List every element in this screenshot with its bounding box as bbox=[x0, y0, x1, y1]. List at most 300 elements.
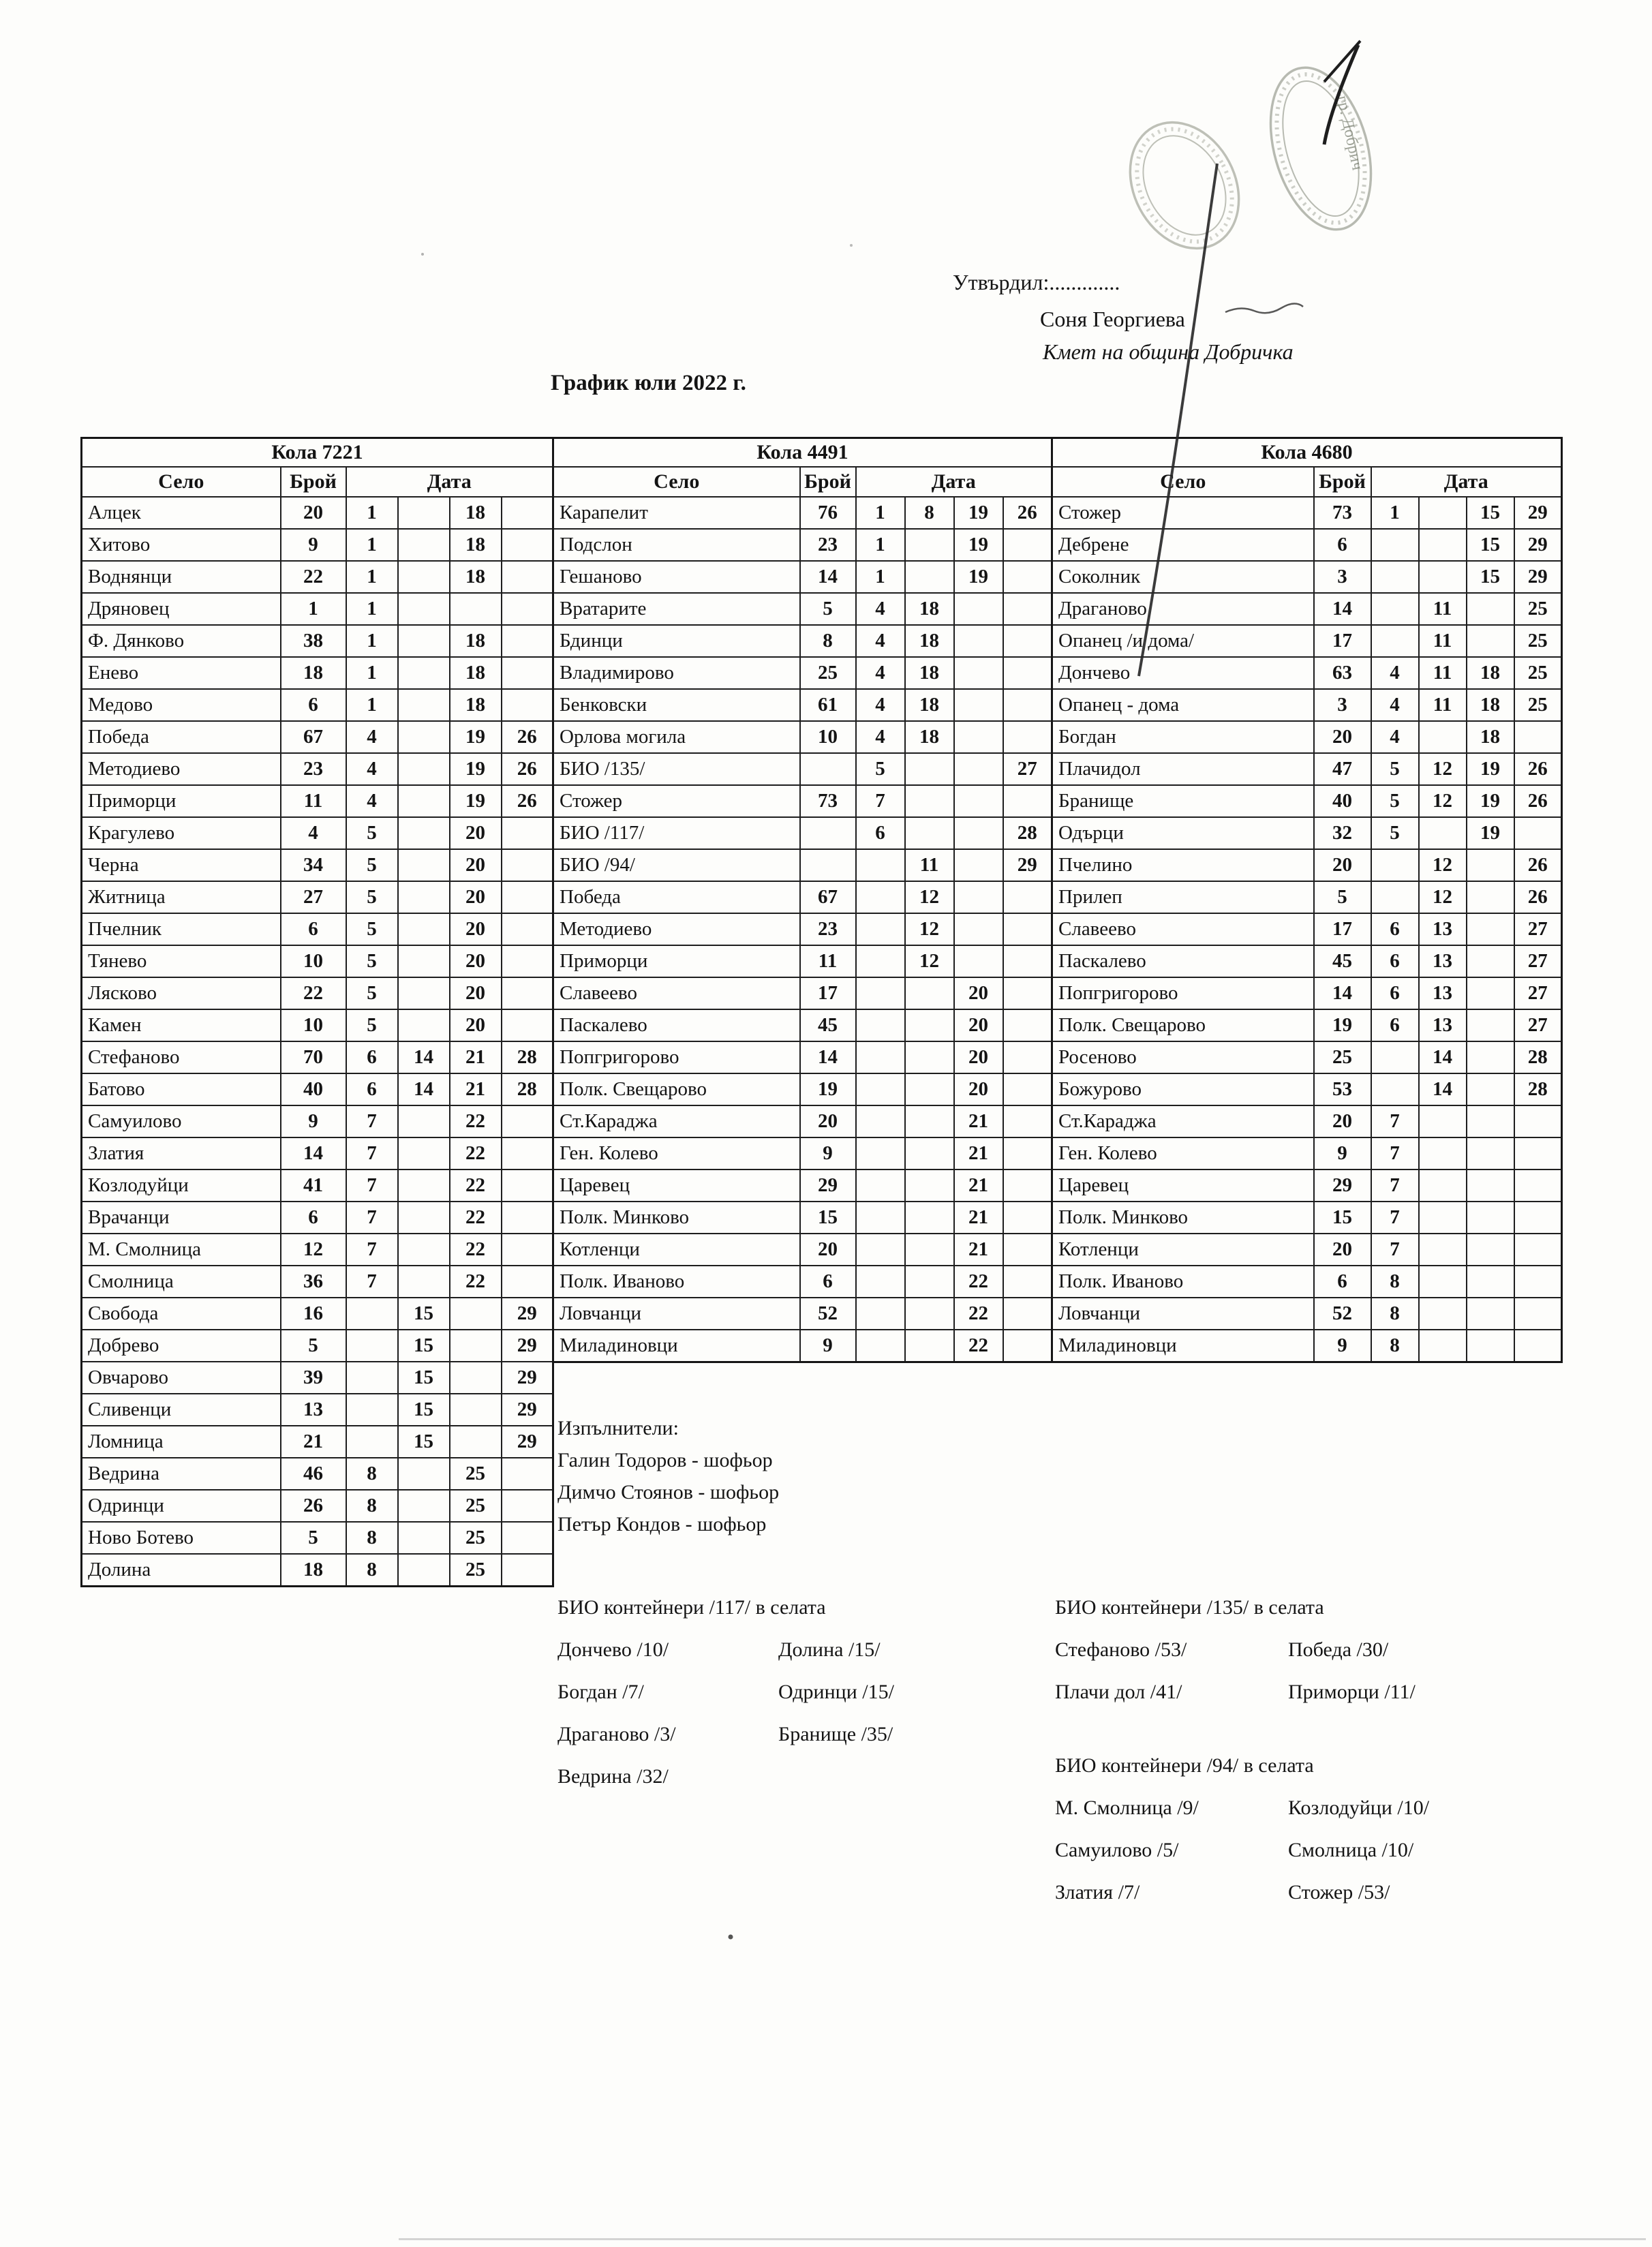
bio-village-entry: М. Смолница /9/ bbox=[1055, 1797, 1199, 1819]
count-cell: 29 bbox=[1314, 1170, 1371, 1202]
date-cell bbox=[1419, 721, 1467, 753]
village-cell: Победа bbox=[82, 721, 281, 753]
table-row bbox=[82, 977, 553, 1009]
date-cell bbox=[1003, 881, 1052, 913]
date-cell bbox=[905, 1298, 954, 1330]
date-cell: 18 bbox=[1467, 689, 1514, 721]
date-cell bbox=[1467, 1202, 1514, 1234]
date-cell: 20 bbox=[954, 1073, 1003, 1105]
date-cell: 6 bbox=[1371, 1009, 1419, 1041]
village-cell: Свобода bbox=[82, 1298, 281, 1330]
count-cell: 67 bbox=[800, 881, 856, 913]
table-row bbox=[82, 1330, 553, 1362]
table-row bbox=[82, 1137, 553, 1170]
date-cell bbox=[398, 1170, 450, 1202]
date-cell: 20 bbox=[450, 849, 502, 881]
table-row bbox=[82, 1362, 553, 1394]
date-cell bbox=[502, 689, 553, 721]
village-cell: Ст.Караджа bbox=[1052, 1105, 1314, 1137]
count-cell: 10 bbox=[281, 1009, 346, 1041]
table-row bbox=[82, 497, 553, 529]
village-cell: Котленци bbox=[1052, 1234, 1314, 1266]
date-cell bbox=[905, 753, 954, 785]
count-cell: 40 bbox=[1314, 785, 1371, 817]
date-cell: 19 bbox=[954, 529, 1003, 561]
date-cell: 8 bbox=[346, 1522, 398, 1554]
count-cell: 23 bbox=[800, 913, 856, 945]
village-cell: Воднянци bbox=[82, 561, 281, 593]
table-row bbox=[553, 1105, 1052, 1137]
date-cell bbox=[856, 1041, 905, 1073]
date-cell bbox=[1419, 1137, 1467, 1170]
date-cell bbox=[502, 1554, 553, 1586]
village-cell: Одринци bbox=[82, 1490, 281, 1522]
date-cell bbox=[1419, 1330, 1467, 1362]
date-cell: 14 bbox=[398, 1041, 450, 1073]
date-cell: 28 bbox=[1514, 1041, 1562, 1073]
date-cell bbox=[398, 753, 450, 785]
date-cell bbox=[398, 657, 450, 689]
count-cell: 20 bbox=[800, 1234, 856, 1266]
date-cell bbox=[905, 561, 954, 593]
date-cell bbox=[1371, 625, 1419, 657]
count-cell bbox=[800, 753, 856, 785]
date-cell: 7 bbox=[346, 1266, 398, 1298]
table-row bbox=[82, 529, 553, 561]
date-cell: 15 bbox=[1467, 497, 1514, 529]
village-cell: Вратарите bbox=[553, 593, 800, 625]
date-cell bbox=[954, 785, 1003, 817]
date-cell: 26 bbox=[1514, 753, 1562, 785]
table-row bbox=[1052, 945, 1562, 977]
date-cell bbox=[502, 817, 553, 849]
date-cell bbox=[856, 913, 905, 945]
table-row bbox=[553, 1073, 1052, 1105]
village-cell: Одърци bbox=[1052, 817, 1314, 849]
table-row bbox=[82, 1073, 553, 1105]
date-cell bbox=[1003, 1298, 1052, 1330]
bio-village-entry: Приморци /11/ bbox=[1288, 1681, 1416, 1703]
approver-role: Кмет на община Добричка bbox=[1043, 339, 1294, 364]
date-cell: 14 bbox=[1419, 1073, 1467, 1105]
date-cell bbox=[450, 1426, 502, 1458]
village-cell: Славеево bbox=[1052, 913, 1314, 945]
date-cell: 7 bbox=[346, 1234, 398, 1266]
date-cell: 19 bbox=[1467, 817, 1514, 849]
table-row bbox=[82, 849, 553, 881]
date-cell bbox=[905, 1170, 954, 1202]
count-cell: 22 bbox=[281, 977, 346, 1009]
date-cell: 21 bbox=[954, 1105, 1003, 1137]
bio-village-entry: Победа /30/ bbox=[1288, 1638, 1389, 1661]
table-row bbox=[553, 497, 1052, 529]
date-cell bbox=[346, 1362, 398, 1394]
count-cell: 17 bbox=[1314, 913, 1371, 945]
date-cell: 20 bbox=[450, 881, 502, 913]
date-cell bbox=[1467, 1105, 1514, 1137]
count-cell: 25 bbox=[800, 657, 856, 689]
table-row bbox=[1052, 721, 1562, 753]
date-cell: 27 bbox=[1514, 977, 1562, 1009]
date-cell: 11 bbox=[1419, 657, 1467, 689]
count-cell: 39 bbox=[281, 1362, 346, 1394]
village-cell: Миладиновци bbox=[1052, 1330, 1314, 1362]
date-cell bbox=[398, 913, 450, 945]
date-cell bbox=[450, 593, 502, 625]
date-cell bbox=[856, 977, 905, 1009]
table-row bbox=[82, 1522, 553, 1554]
date-cell bbox=[502, 977, 553, 1009]
count-cell: 6 bbox=[281, 1202, 346, 1234]
village-cell: Подслон bbox=[553, 529, 800, 561]
date-cell bbox=[1371, 881, 1419, 913]
table-row bbox=[553, 1137, 1052, 1170]
date-cell bbox=[502, 657, 553, 689]
date-cell: 1 bbox=[346, 657, 398, 689]
table-row bbox=[82, 817, 553, 849]
date-cell bbox=[346, 1330, 398, 1362]
date-cell bbox=[905, 785, 954, 817]
village-cell: Енево bbox=[82, 657, 281, 689]
date-cell bbox=[1467, 1234, 1514, 1266]
village-cell: Гешаново bbox=[553, 561, 800, 593]
count-cell: 46 bbox=[281, 1458, 346, 1490]
date-cell bbox=[1003, 689, 1052, 721]
date-cell: 5 bbox=[346, 977, 398, 1009]
village-cell: Опанец /и дома/ bbox=[1052, 625, 1314, 657]
car-title: Кола 4491 bbox=[553, 438, 1052, 468]
table-row bbox=[553, 1170, 1052, 1202]
date-cell bbox=[346, 1394, 398, 1426]
village-cell: Полк. Минково bbox=[1052, 1202, 1314, 1234]
date-cell: 21 bbox=[954, 1170, 1003, 1202]
bio-village-entry bbox=[778, 1756, 1024, 1798]
village-cell: Миладиновци bbox=[553, 1330, 800, 1362]
village-cell: Долина bbox=[82, 1554, 281, 1586]
executors-block bbox=[557, 1412, 779, 1540]
date-cell bbox=[398, 1458, 450, 1490]
header-date: Дата bbox=[856, 467, 1052, 497]
date-cell bbox=[1371, 561, 1419, 593]
table-row bbox=[82, 561, 553, 593]
date-cell: 6 bbox=[346, 1073, 398, 1105]
table-row bbox=[82, 1298, 553, 1330]
date-cell: 4 bbox=[346, 785, 398, 817]
bio-section-94 bbox=[1055, 1745, 1533, 1914]
date-cell bbox=[398, 1137, 450, 1170]
date-cell bbox=[1467, 1137, 1514, 1170]
date-cell bbox=[1467, 1073, 1514, 1105]
date-cell: 15 bbox=[1467, 561, 1514, 593]
table-row bbox=[82, 1041, 553, 1073]
date-cell bbox=[450, 1298, 502, 1330]
table-row bbox=[553, 1234, 1052, 1266]
date-cell bbox=[502, 1490, 553, 1522]
date-cell bbox=[905, 1073, 954, 1105]
village-cell: Камен bbox=[82, 1009, 281, 1041]
date-cell: 7 bbox=[346, 1137, 398, 1170]
date-cell bbox=[346, 1426, 398, 1458]
date-cell: 12 bbox=[905, 881, 954, 913]
count-cell: 11 bbox=[800, 945, 856, 977]
village-cell: Бранище bbox=[1052, 785, 1314, 817]
date-cell: 4 bbox=[856, 721, 905, 753]
date-cell: 18 bbox=[1467, 657, 1514, 689]
date-cell: 29 bbox=[502, 1394, 553, 1426]
date-cell: 25 bbox=[1514, 657, 1562, 689]
count-cell: 9 bbox=[1314, 1330, 1371, 1362]
village-cell: Добрево bbox=[82, 1330, 281, 1362]
date-cell: 11 bbox=[905, 849, 954, 881]
date-cell bbox=[905, 1009, 954, 1041]
village-cell: Драганово bbox=[1052, 593, 1314, 625]
date-cell bbox=[1467, 593, 1514, 625]
count-cell: 20 bbox=[1314, 1105, 1371, 1137]
date-cell bbox=[1514, 1105, 1562, 1137]
date-cell: 21 bbox=[954, 1202, 1003, 1234]
count-cell: 11 bbox=[281, 785, 346, 817]
date-cell: 8 bbox=[1371, 1330, 1419, 1362]
table-row bbox=[1052, 1234, 1562, 1266]
village-cell: Врачанци bbox=[82, 1202, 281, 1234]
date-cell: 25 bbox=[450, 1522, 502, 1554]
count-cell: 47 bbox=[1314, 753, 1371, 785]
table-row bbox=[82, 1202, 553, 1234]
date-cell: 15 bbox=[398, 1394, 450, 1426]
date-cell bbox=[398, 977, 450, 1009]
date-cell bbox=[1467, 1330, 1514, 1362]
village-cell: Ф. Дянково bbox=[82, 625, 281, 657]
table-row bbox=[1052, 753, 1562, 785]
table-row bbox=[1052, 1137, 1562, 1170]
date-cell bbox=[502, 1170, 553, 1202]
date-cell bbox=[856, 1202, 905, 1234]
date-cell: 27 bbox=[1514, 945, 1562, 977]
table-row bbox=[1052, 1073, 1562, 1105]
count-cell: 67 bbox=[281, 721, 346, 753]
date-cell bbox=[398, 1266, 450, 1298]
date-cell bbox=[1467, 881, 1514, 913]
count-cell: 9 bbox=[800, 1330, 856, 1362]
date-cell: 1 bbox=[856, 529, 905, 561]
date-cell: 22 bbox=[450, 1266, 502, 1298]
date-cell: 15 bbox=[398, 1362, 450, 1394]
date-cell: 4 bbox=[856, 625, 905, 657]
count-cell: 5 bbox=[281, 1522, 346, 1554]
date-cell: 28 bbox=[1514, 1073, 1562, 1105]
date-cell bbox=[1467, 849, 1514, 881]
date-cell: 7 bbox=[1371, 1202, 1419, 1234]
count-cell: 9 bbox=[281, 1105, 346, 1137]
village-cell: Ловчанци bbox=[553, 1298, 800, 1330]
date-cell: 25 bbox=[450, 1554, 502, 1586]
date-cell bbox=[450, 1330, 502, 1362]
date-cell bbox=[954, 593, 1003, 625]
date-cell bbox=[954, 657, 1003, 689]
date-cell: 1 bbox=[346, 497, 398, 529]
table-row bbox=[82, 1009, 553, 1041]
table-row bbox=[553, 657, 1052, 689]
village-cell: Методиево bbox=[82, 753, 281, 785]
date-cell: 18 bbox=[1467, 721, 1514, 753]
date-cell: 11 bbox=[1419, 689, 1467, 721]
date-cell bbox=[398, 945, 450, 977]
date-cell bbox=[398, 1202, 450, 1234]
date-cell: 20 bbox=[450, 977, 502, 1009]
date-cell bbox=[502, 1266, 553, 1298]
date-cell bbox=[1467, 945, 1514, 977]
date-cell: 8 bbox=[346, 1458, 398, 1490]
bio-village-entry: Драганово /3/ bbox=[557, 1723, 676, 1745]
header-count: Брой bbox=[1314, 467, 1371, 497]
date-cell bbox=[502, 625, 553, 657]
table-row bbox=[82, 1426, 553, 1458]
count-cell: 3 bbox=[1314, 561, 1371, 593]
count-cell: 36 bbox=[281, 1266, 346, 1298]
date-cell: 1 bbox=[346, 593, 398, 625]
count-cell: 27 bbox=[281, 881, 346, 913]
village-cell: Карапелит bbox=[553, 497, 800, 529]
date-cell: 25 bbox=[1514, 689, 1562, 721]
village-cell: Бдинци bbox=[553, 625, 800, 657]
date-cell bbox=[1003, 1234, 1052, 1266]
bio-village-list bbox=[1055, 1787, 1533, 1914]
date-cell bbox=[1514, 1234, 1562, 1266]
table-row bbox=[82, 1266, 553, 1298]
date-cell: 28 bbox=[502, 1041, 553, 1073]
table-row bbox=[82, 945, 553, 977]
date-cell: 26 bbox=[1514, 849, 1562, 881]
count-cell: 9 bbox=[281, 529, 346, 561]
date-cell bbox=[346, 1298, 398, 1330]
table-row bbox=[1052, 881, 1562, 913]
date-cell bbox=[1003, 1009, 1052, 1041]
date-cell: 26 bbox=[1514, 785, 1562, 817]
count-cell: 14 bbox=[281, 1137, 346, 1170]
count-cell: 34 bbox=[281, 849, 346, 881]
count-cell: 19 bbox=[800, 1073, 856, 1105]
date-cell: 29 bbox=[502, 1362, 553, 1394]
date-cell: 27 bbox=[1514, 913, 1562, 945]
village-cell: Котленци bbox=[553, 1234, 800, 1266]
header-date: Дата bbox=[346, 467, 553, 497]
date-cell: 8 bbox=[346, 1554, 398, 1586]
count-cell: 6 bbox=[800, 1266, 856, 1298]
village-cell: БИО /117/ bbox=[553, 817, 800, 849]
count-cell: 9 bbox=[800, 1137, 856, 1170]
count-cell: 8 bbox=[800, 625, 856, 657]
count-cell: 15 bbox=[1314, 1202, 1371, 1234]
date-cell bbox=[502, 1137, 553, 1170]
date-cell: 20 bbox=[450, 817, 502, 849]
table-row bbox=[1052, 1202, 1562, 1234]
date-cell bbox=[1003, 1266, 1052, 1298]
date-cell bbox=[1419, 1266, 1467, 1298]
date-cell bbox=[1514, 1266, 1562, 1298]
table-row bbox=[82, 1170, 553, 1202]
table-row bbox=[553, 1009, 1052, 1041]
table-row bbox=[82, 1490, 553, 1522]
count-cell: 76 bbox=[800, 497, 856, 529]
date-cell bbox=[1371, 849, 1419, 881]
bio-village-entry: Дончево /10/ bbox=[557, 1638, 669, 1661]
date-cell bbox=[1419, 497, 1467, 529]
count-cell: 14 bbox=[800, 561, 856, 593]
count-cell: 63 bbox=[1314, 657, 1371, 689]
date-cell bbox=[856, 1073, 905, 1105]
date-cell: 19 bbox=[1467, 753, 1514, 785]
date-cell: 29 bbox=[502, 1330, 553, 1362]
table-row bbox=[553, 1041, 1052, 1073]
date-cell bbox=[856, 881, 905, 913]
date-cell bbox=[1467, 1041, 1514, 1073]
approver-name: Соня Георгиева bbox=[1040, 307, 1185, 331]
village-cell: Тянево bbox=[82, 945, 281, 977]
date-cell: 21 bbox=[954, 1234, 1003, 1266]
table-row bbox=[553, 849, 1052, 881]
date-cell bbox=[398, 1009, 450, 1041]
bio-village-entry: Самуилово /5/ bbox=[1055, 1839, 1179, 1861]
date-cell bbox=[502, 1009, 553, 1041]
count-cell: 22 bbox=[281, 561, 346, 593]
count-cell: 10 bbox=[281, 945, 346, 977]
date-cell: 5 bbox=[1371, 785, 1419, 817]
table-row bbox=[1052, 977, 1562, 1009]
date-cell: 6 bbox=[856, 817, 905, 849]
date-cell: 4 bbox=[856, 593, 905, 625]
date-cell bbox=[856, 945, 905, 977]
table-row bbox=[553, 881, 1052, 913]
village-cell: Полк. Свещарово bbox=[1052, 1009, 1314, 1041]
count-cell: 41 bbox=[281, 1170, 346, 1202]
count-cell: 14 bbox=[800, 1041, 856, 1073]
table-row bbox=[82, 881, 553, 913]
date-cell: 13 bbox=[1419, 945, 1467, 977]
bio-section-title: БИО контейнери /135/ в селата bbox=[1055, 1596, 1324, 1619]
date-cell: 15 bbox=[398, 1330, 450, 1362]
date-cell bbox=[502, 945, 553, 977]
count-cell: 25 bbox=[1314, 1041, 1371, 1073]
date-cell bbox=[905, 1105, 954, 1137]
table-row bbox=[1052, 1041, 1562, 1073]
village-cell: Пчелник bbox=[82, 913, 281, 945]
date-cell bbox=[398, 529, 450, 561]
village-cell: Попгригорово bbox=[553, 1041, 800, 1073]
village-cell: Опанец - дома bbox=[1052, 689, 1314, 721]
village-cell: Приморци bbox=[82, 785, 281, 817]
village-cell: Паскалево bbox=[1052, 945, 1314, 977]
car-title: Кола 7221 bbox=[82, 438, 553, 468]
village-cell: Методиево bbox=[553, 913, 800, 945]
village-cell: Ген. Колево bbox=[553, 1137, 800, 1170]
schedule-tables bbox=[80, 437, 1563, 1587]
table-row bbox=[82, 593, 553, 625]
date-cell: 29 bbox=[1514, 561, 1562, 593]
village-cell: Ново Ботево bbox=[82, 1522, 281, 1554]
date-cell: 20 bbox=[450, 945, 502, 977]
date-cell bbox=[1003, 1073, 1052, 1105]
date-cell bbox=[398, 497, 450, 529]
count-cell bbox=[800, 817, 856, 849]
date-cell bbox=[1467, 1009, 1514, 1041]
count-cell: 6 bbox=[281, 689, 346, 721]
bio-section-117 bbox=[557, 1587, 1024, 1798]
date-cell bbox=[954, 753, 1003, 785]
date-cell bbox=[1003, 913, 1052, 945]
date-cell bbox=[1003, 945, 1052, 977]
date-cell: 6 bbox=[1371, 945, 1419, 977]
village-cell: Приморци bbox=[553, 945, 800, 977]
